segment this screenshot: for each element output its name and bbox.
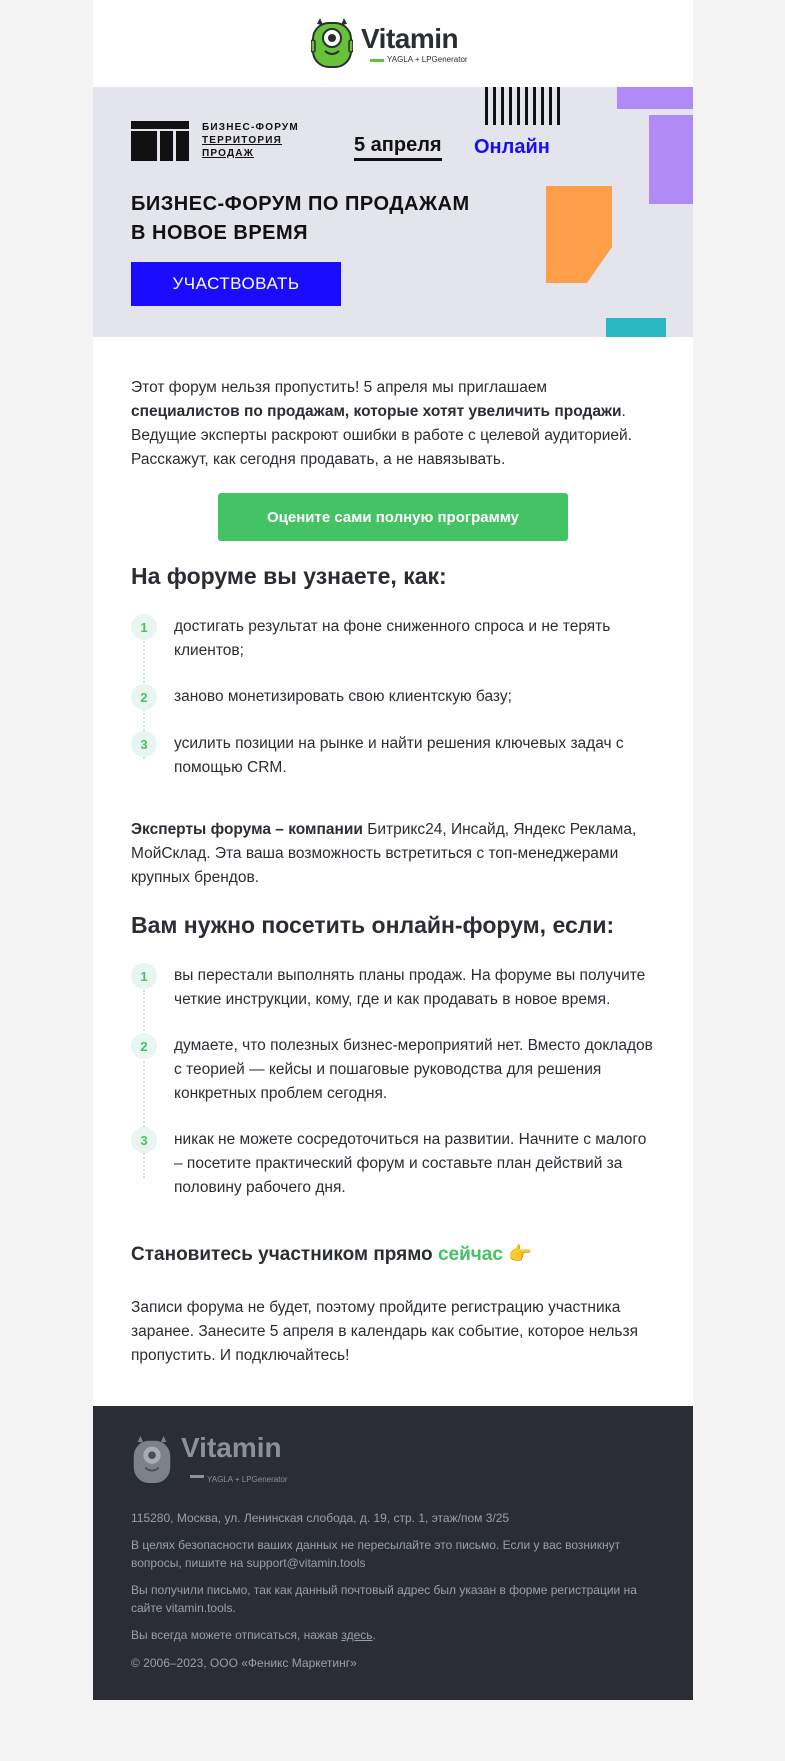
monster-mascot-icon [311,18,353,68]
experts-paragraph [131,818,655,890]
join-highlight: сейчас [437,1244,503,1265]
footer-security: В целях безопасности ваших данных не пересылайте это письмо. Если у вас возникнут вопросы, пишите на support@vitamin.tools [131,1538,621,1570]
footer-unsubscribe [131,1626,651,1644]
brand-tagline: YAGLA + LPGenerator [387,55,468,64]
visit-heading: Вам нужно посетить онлайн-форум, если: [131,912,615,938]
list-number: 1 [131,614,157,640]
monster-mascot-icon [131,1436,173,1484]
intro-bold: специалистов по продажам, которые хотят увеличить продажи [131,403,622,420]
brand-underline [370,59,384,62]
list-item-text: усилить позиции на рынке и найти решения ключевых задач с помощью CRM. [174,735,624,776]
intro-text-2: . Ведущие эксперты раскроют ошибки в работе с целевой аудиторией. Расскажут, как сегодня продавать, а не навязывать. [131,403,633,468]
list-item [131,615,655,663]
banner-title-line2: В НОВОЕ ВРЕМЯ [131,222,309,244]
experts-bold: Эксперты форума – компании [131,821,363,838]
banner-title-line1: БИЗНЕС-ФОРУМ ПО ПРОДАЖАМ [131,193,470,215]
brand-name: Vitamin [361,23,459,54]
event-format: Онлайн [474,136,550,158]
list-number: 2 [131,684,157,710]
list-item [131,1128,655,1200]
intro-text-1: Этот форум нельзя пропустить! 5 апреля мы приглашаем [131,379,548,396]
outro-paragraph: Записи форума не будет, поэтому пройдите регистрацию участника заранее. Занесите 5 апреля в календарь как событие, которое нельзя пропустить. И подключайтесь! [131,1299,639,1364]
participate-button[interactable]: УЧАСТВОВАТЬ [131,262,341,306]
forum-logo-line2: ТЕРРИТОРИЯ [202,135,282,146]
list-item-text: вы перестали выполнять планы продаж. На форуме вы получите четкие инструкции, кому, где и как продавать в новое время. [174,967,646,1008]
program-button[interactable]: Оцените сами полную программу [218,493,568,541]
unsubscribe-end: . [372,1628,376,1642]
footer-brand-name: Vitamin [181,1432,282,1463]
forum-banner [93,87,693,337]
learn-heading: На форуме вы узнаете, как: [131,563,447,589]
list-item [131,685,655,710]
list-number: 3 [131,731,157,757]
visit-list [131,964,655,1200]
list-number: 1 [131,963,157,989]
footer-copyright: © 2006–2023, ООО «Феникс Маркетинг» [131,1656,357,1670]
footer-brand-tagline: YAGLA + LPGenerator [207,1475,288,1484]
intro-paragraph [131,337,655,472]
email-footer [93,1406,693,1700]
list-item [131,964,655,1012]
email-body [93,0,693,1700]
pointing-hand-icon: 👉 [508,1244,532,1265]
email-content [93,337,693,1406]
join-text: Становитесь участником прямо [131,1244,438,1265]
footer-logo[interactable] [131,1432,301,1486]
email-header [93,0,693,87]
list-item-text: думаете, что полезных бизнес-мероприятий нет. Вместо докладов с теорией — кейсы и пошаговые руководства для решения конкретных проблем сегодня. [174,1037,653,1102]
event-date: 5 апреля [354,134,442,161]
list-item-text: заново монетизировать свою клиентскую базу; [174,688,512,705]
experts-text: Битрикс24, Инсайд, Яндекс Реклама, МойСклад. Эта ваша возможность встретиться с топ-менеджерами крупных брендов. [131,821,637,886]
list-item [131,732,655,780]
footer-brand-underline [190,1475,204,1478]
list-item [131,1034,655,1106]
forum-logo-line3: ПРОДАЖ [202,148,254,159]
banner-title [131,190,470,248]
unsubscribe-text: Вы всегда можете отписаться, нажав [131,1628,342,1642]
list-item-text: достигать результат на фоне сниженного спроса и не терять клиентов; [174,618,611,659]
forum-logo-line1: БИЗНЕС-ФОРУМ [202,122,299,133]
forum-logo-icon [131,121,189,161]
join-callout [131,1242,655,1266]
footer-address: 115280, Москва, ул. Ленинская слобода, д. 19, стр. 1, этаж/пом 3/25 [131,1511,510,1525]
footer-reason: Вы получили письмо, так как данный почтовый адрес был указан в форме регистрации на сайте vitamin.tools. [131,1583,637,1615]
list-number: 2 [131,1033,157,1059]
list-number: 3 [131,1127,157,1153]
unsubscribe-link[interactable]: здесь [341,1628,373,1642]
list-item-text: никак не можете сосредоточиться на развитии. Начните с малого – посетите практический форум и составьте план действий за половину рабочего дня. [174,1131,647,1196]
learn-list [131,615,655,780]
